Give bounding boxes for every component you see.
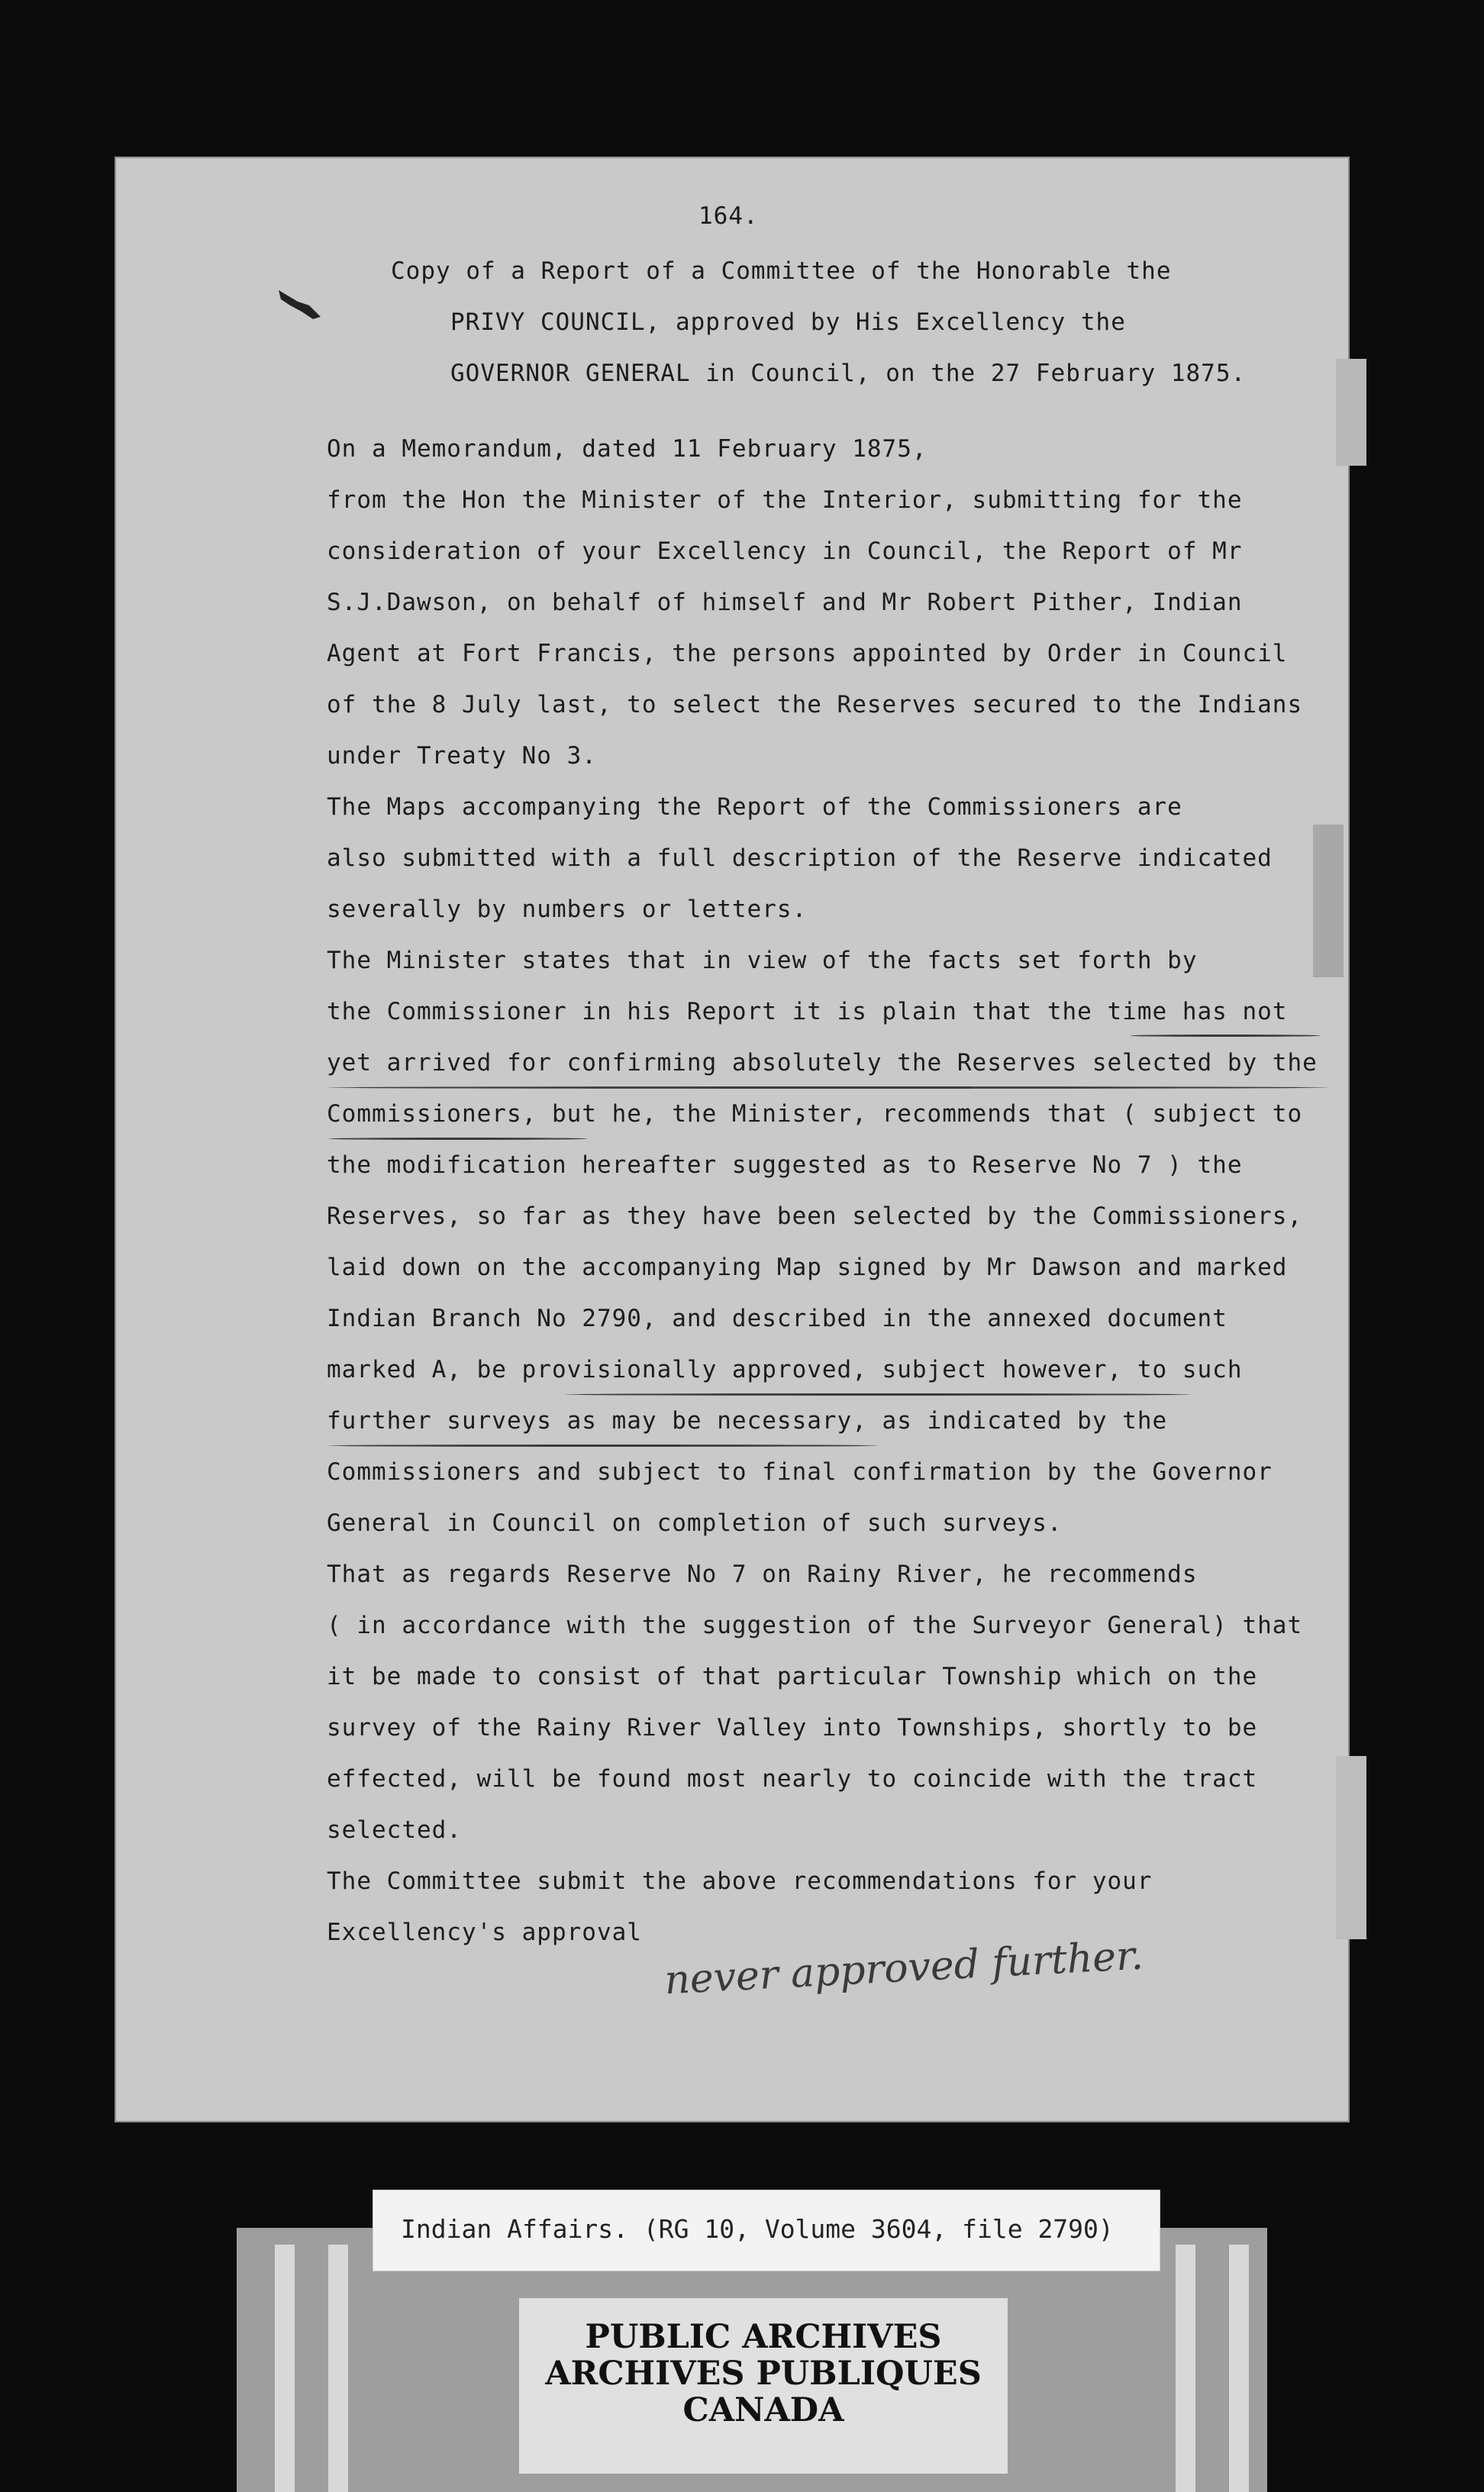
frame-post <box>275 2245 295 2492</box>
body-line: ( in accordance with the suggestion of the Surveyor General) that <box>327 1612 1303 1639</box>
body-line: laid down on the accompanying Map signed by Mr Dawson and marked <box>327 1254 1288 1281</box>
heading-line: Copy of a Report of a Committee of the Honorable the <box>391 257 1172 285</box>
page-edge <box>1336 359 1366 466</box>
body-line: under Treaty No 3. <box>327 742 597 770</box>
frame-post <box>1176 2245 1195 2492</box>
stamp-line: PUBLIC ARCHIVES <box>585 2318 942 2356</box>
body-line: The Minister states that in view of the facts set forth by <box>327 947 1198 974</box>
body-line: severally by numbers or letters. <box>327 896 808 923</box>
pen-underline <box>328 1138 588 1140</box>
body-line: S.J.Dawson, on behalf of himself and Mr Robert Pither, Indian <box>327 589 1243 616</box>
body-line: Agent at Fort Francis, the persons appointed by Order in Council <box>327 640 1288 667</box>
body-line: Excellency's approval <box>327 1919 642 1946</box>
body-line: Indian Branch No 2790, and described in the annexed document <box>327 1305 1228 1332</box>
ink-blot-icon <box>275 282 328 328</box>
body-line: it be made to consist of that particular Township which on the <box>327 1663 1258 1690</box>
body-line: That as regards Reserve No 7 on Rainy River, he recommends <box>327 1561 1198 1588</box>
body-line: Reserves, so far as they have been selected by the Commissioners, <box>327 1202 1303 1230</box>
frame-post <box>328 2245 348 2492</box>
pen-underline <box>1130 1035 1321 1037</box>
body-line: effected, will be found most nearly to coincide with the tract <box>327 1765 1258 1793</box>
body-line: survey of the Rainy River Valley into Townships, shortly to be <box>327 1714 1258 1741</box>
body-line: Commissioners, but he, the Minister, recommends that ( subject to <box>327 1100 1303 1128</box>
page-edge <box>1336 1756 1366 1939</box>
frame-post <box>1229 2245 1249 2492</box>
body-line: The Committee submit the above recommendations for your <box>327 1867 1153 1895</box>
body-line: General in Council on completion of such surveys. <box>327 1509 1063 1537</box>
pen-underline <box>328 1445 878 1447</box>
body-line: from the Hon the Minister of the Interior, submitting for the <box>327 486 1243 514</box>
body-line: marked A, be provisionally approved, subject however, to such <box>327 1356 1243 1383</box>
body-line: also submitted with a full description of the Reserve indicated <box>327 844 1273 872</box>
page-edge <box>1313 825 1344 977</box>
body-line: selected. <box>327 1816 462 1844</box>
page-number: 164. <box>698 202 759 230</box>
heading-line: GOVERNOR GENERAL in Council, on the 27 February 1875. <box>450 360 1247 387</box>
body-line: the modification hereafter suggested as to Reserve No 7 ) the <box>327 1151 1243 1179</box>
body-line: consideration of your Excellency in Council, the Report of Mr <box>327 537 1243 565</box>
body-line: Commissioners and subject to final confirmation by the Governor <box>327 1458 1273 1486</box>
handwritten-note: never approved further. <box>663 1932 1145 2004</box>
body-line: further surveys as may be necessary, as indicated by the <box>327 1407 1168 1435</box>
pen-underline <box>565 1393 1191 1396</box>
body-line: On a Memorandum, dated 11 February 1875, <box>327 435 928 463</box>
body-line: yet arrived for confirming absolutely the Reserves selected by the <box>327 1049 1318 1077</box>
body-line: The Maps accompanying the Report of the Commissioners are <box>327 793 1182 821</box>
stamp-line: CANADA <box>682 2391 844 2429</box>
heading-line: PRIVY COUNCIL, approved by His Excellency the <box>450 308 1126 336</box>
stamp-line: ARCHIVES PUBLIQUES <box>545 2355 982 2393</box>
body-line: of the 8 July last, to select the Reserves secured to the Indians <box>327 691 1303 718</box>
pen-underline <box>328 1086 1328 1089</box>
body-line: the Commissioner in his Report it is plain that the time has not <box>327 998 1288 1025</box>
archive-reference: Indian Affairs. (RG 10, Volume 3604, file 2790) <box>401 2214 1114 2244</box>
